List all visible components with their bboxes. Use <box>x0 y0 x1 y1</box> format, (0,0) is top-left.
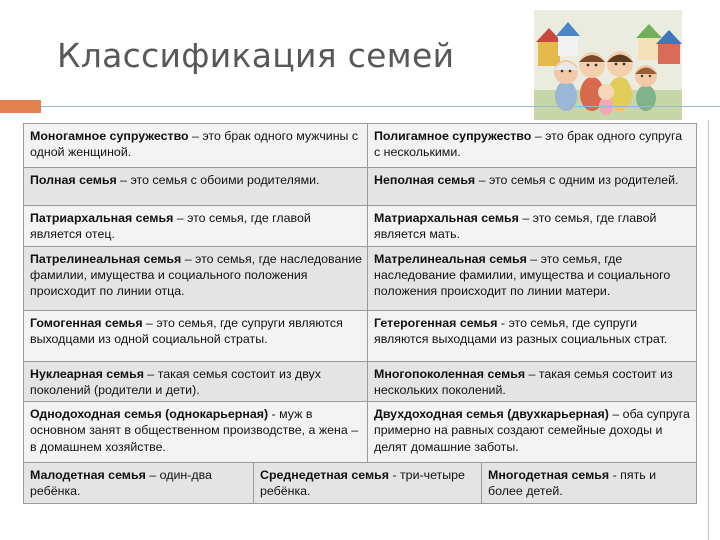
cell-matriarchal: Матриархальная семья – это семья, где главой является мать. <box>368 206 697 247</box>
cell-multigenerational: Многопоколенная семья – такая семья состоит из нескольких поколений. <box>368 361 697 402</box>
cell-medium-children: Среднедетная семья - три-четыре ребёнка. <box>254 463 482 504</box>
family-figurines-icon <box>534 10 682 120</box>
family-figurines-photo <box>534 10 682 120</box>
cell-matrilineal: Матрелинеальная семья – это семья, где наследование фамилии, имущества и социального положения происходит по линии матери. <box>368 246 697 310</box>
page-title: Классификация семей <box>57 36 455 75</box>
cell-nuclear: Нуклеарная семья – такая семья состоит из двух поколений (родители и дети). <box>24 361 368 402</box>
table-row <box>24 463 697 504</box>
table-row <box>24 206 697 247</box>
table-row <box>24 246 697 310</box>
right-divider <box>708 120 709 540</box>
table-row <box>24 168 697 206</box>
cell-few-children: Малодетная семья – один-два ребёнка. <box>24 463 254 504</box>
cell-single-income: Однодоходная семья (однокарьерная) - муж в основном занят в общественном производстве, а жена – в домашнем хозяйстве. <box>24 402 368 463</box>
cell-patrilineal: Патрелинеальная семья – это семья, где наследование фамилии, имущества и социального положения происходит по линии отца. <box>24 246 368 310</box>
cell-monogamy: Моногамное супружество – это брак одного мужчины с одной женщиной. <box>24 124 368 168</box>
cell-homogeneous: Гомогенная семья – это семья, где супруги являются выходцами из одной социальной страты. <box>24 310 368 361</box>
cell-dual-income: Двухдоходная семья (двухкарьерная) – оба супруга примерно на равных создают семейные доходы и делят домашние заботы. <box>368 402 697 463</box>
table-row <box>24 402 697 463</box>
accent-block <box>0 100 41 113</box>
table-row <box>24 310 697 361</box>
family-classification-table <box>23 123 697 504</box>
table-row <box>24 361 697 402</box>
cell-heterogeneous: Гетерогенная семья - это семья, где супруги являются выходцами из разных социальных страт. <box>368 310 697 361</box>
cell-polygamy: Полигамное супружество – это брак одного супруга с несколькими. <box>368 124 697 168</box>
cell-many-children: Многодетная семья - пять и более детей. <box>482 463 697 504</box>
title-rule <box>41 106 720 107</box>
cell-full-family: Полная семья – это семья с обоими родителями. <box>24 168 368 206</box>
table-row <box>24 124 697 168</box>
cell-incomplete-family: Неполная семья – это семья с одним из родителей. <box>368 168 697 206</box>
cell-patriarchal: Патриархальная семья – это семья, где главой является отец. <box>24 206 368 247</box>
